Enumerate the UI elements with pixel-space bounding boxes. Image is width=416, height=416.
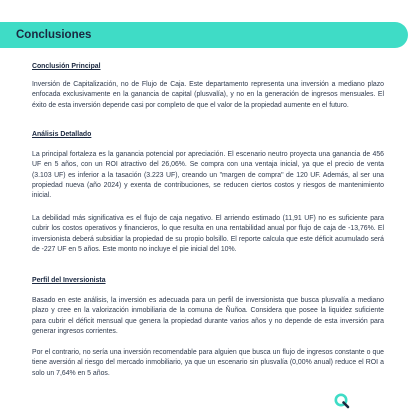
heading-perfil-inversionista: Perfil del Inversionista <box>32 277 106 284</box>
page-title: Conclusiones <box>16 29 92 41</box>
heading-analisis-detallado: Análisis Detallado <box>32 131 92 138</box>
brand-logo-icon <box>334 393 350 409</box>
paragraph-fortaleza: La principal fortaleza es la ganancia potencial por apreciación. El escenario neutro proyecta una ganancia de 456 UF en 5 años, con un ROI atractivo del 26,06%. Se compra con una ventaja inicial, ya que el precio de venta (3.103 UF) es inferior a la tasación (3.223 UF), creando un "margen de compra" de 120 UF. Además, al ser una propiedad nueva (año 2024) y exenta de contribuciones, se reducen ciertos costos y riesgos de mantenimiento inicial. <box>32 151 384 200</box>
heading-conclusion-principal: Conclusión Principal <box>32 63 101 70</box>
paragraph-conclusion: Inversión de Capitalización, no de Flujo de Caja. Este departamento representa una inversión a mediano plazo enfocada exclusivamente en la ganancia de capital (plusvalía), y no en la generación de ingresos mensuales. El éxito de esta inversión depende casi por completo de que el valor de la propiedad aumente en el futuro. <box>32 81 384 109</box>
paragraph-perfil-adecuado: Basado en este análisis, la inversión es adecuada para un perfil de inversionista que busca plusvalía a mediano plazo y cree en la valorización inmobiliaria de la comuna de Ñuñoa. Considera que posee la liquidez suficiente para cubrir el déficit mensual que genera la propiedad durante varios años y no depende de esta inversión para generar ingresos corrientes. <box>32 297 384 335</box>
section-title-banner <box>0 22 408 48</box>
paragraph-debilidad: La debilidad más significativa es el flujo de caja negativo. El arriendo estimado (11,91 UF) no es suficiente para cubrir los costos operativos y financieros, lo que resulta en una rentabilidad anual por flujo de caja de -13,76%. El inversionista deberá subsidiar la propiedad de su propio bolsillo. El reporte calcula que este déficit acumulado será de -227 UF en 5 años. Este monto no incluye el pie inicial del 10%. <box>32 215 384 253</box>
paragraph-perfil-no-recomendado: Por el contrario, no sería una inversión recomendable para alguien que busca un flujo de ingresos constante o que tiene aversión al riesgo del mercado inmobiliario, ya que un escenario sin plusvalía (0,00% anual) reduce el ROI a solo un 7,64% en 5 años. <box>32 349 384 377</box>
